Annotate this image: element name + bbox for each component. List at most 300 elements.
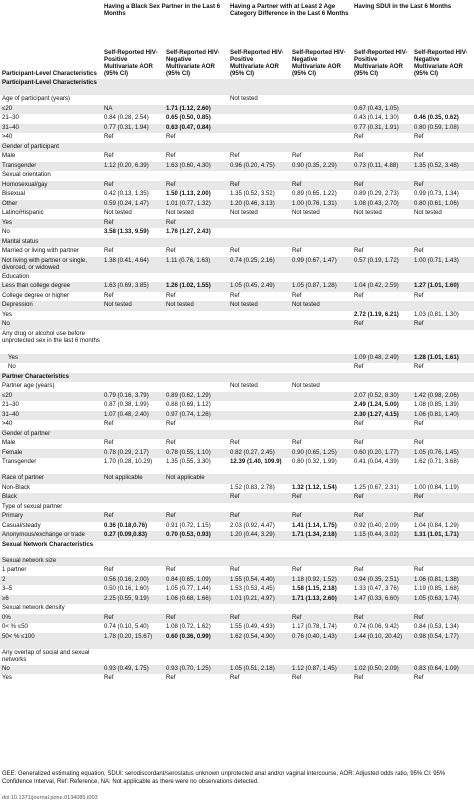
table-row [0, 320, 474, 330]
table-cell [290, 474, 352, 484]
row-label: Transgender [0, 162, 102, 172]
row-label: 50< % ≤100 [0, 633, 102, 649]
table-row [0, 190, 474, 200]
table-cell [412, 330, 474, 354]
table-cell: 0.46 (0.35, 0.62) [414, 114, 459, 121]
table-row [0, 79, 474, 95]
table-cell: 1.44 (0.10, 20.42) [352, 633, 412, 649]
table-cell: 1.12 (0.87, 1.45) [290, 665, 352, 675]
row-label: Race of partner [0, 474, 102, 484]
table-cell [290, 238, 352, 248]
table-cell: Ref [166, 247, 176, 254]
table-cell: 1.15 (0.44, 3.02) [352, 531, 412, 541]
table-cell [352, 604, 412, 614]
table-cell: Ref [164, 614, 228, 624]
row-label: Any overlap of social and sexual networks [2, 648, 90, 663]
row-label: Bisexual [2, 190, 26, 197]
table-row [0, 292, 474, 302]
table-cell: 1.05 (0.87, 1.28) [290, 282, 352, 292]
table-cell [228, 273, 290, 283]
table-cell: 0.84 (0.28, 2.54) [104, 114, 149, 121]
table-cell [102, 171, 164, 181]
table-cell [352, 503, 412, 513]
table-cell: 1.35 (0.55, 3.30) [166, 458, 211, 465]
table-cell [412, 228, 474, 238]
table-cell [412, 474, 474, 484]
table-cell: 1.35 (0.52, 3.52) [230, 190, 275, 197]
table-cell [164, 382, 228, 392]
table-cell: Not tested [230, 209, 258, 216]
table-cell [290, 124, 352, 134]
table-cell [352, 219, 412, 229]
table-cell [412, 171, 474, 181]
row-label: ≤20 [0, 105, 102, 115]
table-cell: 0.67 (0.43, 1.05) [352, 105, 412, 115]
table-cell: Ref [354, 152, 364, 159]
table-cell [412, 301, 474, 311]
table-cell: 1.08 (0.85, 1.39) [414, 401, 459, 408]
table-cell: 0.41 (0.04, 4.39) [354, 458, 399, 465]
table-cell: 1.70 (0.28, 10.29) [104, 458, 153, 465]
table-cell [228, 411, 290, 421]
first-column-header: Participant-Level Characteristics [2, 69, 97, 77]
table-cell [102, 95, 164, 105]
table-cell: 1.38 (0.41, 4.64) [102, 257, 164, 273]
row-label: 31–40 [0, 411, 102, 421]
table-cell [228, 503, 290, 513]
row-label: Not living with partner or single, divorced, or widowed [0, 257, 102, 273]
table-cell: 12.39 (1.40, 109.9) [230, 458, 282, 465]
table-cell: Ref [290, 493, 352, 503]
table-cell [290, 114, 352, 124]
table-cell [290, 503, 352, 513]
table-cell: Ref [354, 420, 364, 427]
table-cell: 1.52 (0.83, 2.78) [230, 483, 275, 491]
row-label: No [0, 665, 102, 675]
corner-cell [0, 0, 102, 33]
table-cell: Not tested [354, 209, 382, 216]
table-cell: Ref [414, 291, 424, 299]
table-cell [290, 133, 352, 143]
table-cell: 0.89 (0.29, 2.73) [354, 190, 399, 197]
table-cell: Ref [104, 133, 114, 140]
table-cell [164, 171, 228, 181]
table-cell: Ref [166, 152, 176, 159]
table-cell: Ref [290, 512, 352, 522]
table-cell: Ref [228, 181, 290, 191]
table-cell: Ref [166, 291, 176, 299]
sub-header-pos: Self-Reported HIV-Positive Multivariate AOR (95% CI) [104, 48, 158, 77]
table-cell [290, 330, 352, 354]
table-cell [412, 238, 474, 248]
table-cell: 0.42 (0.13, 1.35) [104, 190, 149, 197]
table-cell: Not tested [230, 95, 258, 102]
table-row [0, 124, 474, 134]
table-cell [228, 474, 290, 484]
row-label: Female [0, 449, 102, 459]
table-cell: 1.35 (0.52, 3.48) [412, 162, 474, 172]
table-cell [352, 238, 412, 248]
table-cell: Ref [166, 674, 176, 681]
table-cell: 0.60 (0.36, 0.99) [164, 633, 228, 649]
table-cell [412, 273, 474, 283]
table-cell [412, 143, 474, 153]
table-cell: Ref [414, 566, 424, 573]
row-label: Sexual orientation [2, 171, 51, 178]
table-cell: 2.07 (0.52, 8.30) [352, 392, 412, 402]
row-label: Any drug or alcohol use before unprotected sex in the last 6 months [2, 329, 100, 344]
table-cell: Ref [292, 674, 302, 681]
table-row [0, 354, 474, 364]
table-cell: 0.74 (0.25, 2.16) [228, 257, 290, 273]
table-row [0, 273, 474, 283]
table-cell [228, 330, 290, 354]
table-row [0, 411, 474, 421]
table-cell: 0.94 (0.35, 2.51) [352, 576, 412, 586]
table-cell [164, 330, 228, 354]
row-label: Male [2, 152, 16, 159]
table-cell: 1.19 (0.85, 1.68) [414, 585, 459, 592]
table-row [0, 604, 474, 614]
table-cell: 1.01 (0.21, 4.97) [228, 595, 290, 605]
table-cell: 1.63 (0.60, 4.30) [164, 162, 228, 172]
table-row [0, 392, 474, 402]
table-cell [102, 484, 164, 494]
table-cell [228, 392, 290, 402]
table-cell: Not tested [104, 209, 132, 216]
table-cell: 1.55 (0.49, 4.93) [230, 623, 275, 630]
row-label: Other [0, 200, 102, 210]
table-cell: Ref [352, 512, 412, 522]
table-cell: 0.70 (0.53, 0.93) [164, 531, 228, 541]
table-cell [352, 557, 412, 567]
sub-header-pos: Self-Reported HIV-Positive Multivariate AOR (95% CI) [354, 48, 408, 77]
table-cell: Ref [292, 291, 302, 299]
table-row [0, 247, 474, 257]
table-row [0, 282, 474, 292]
table-cell [412, 557, 474, 567]
table-cell: 1.62 (0.71, 3.68) [414, 458, 459, 465]
table-cell: Not tested [102, 301, 164, 311]
row-label: Sexual network size [0, 557, 102, 567]
table-cell [164, 311, 228, 321]
table-row [0, 674, 474, 684]
table-cell: 1.06 (0.68, 1.66) [164, 595, 228, 605]
table-footnote: GEE: Generalized estimating equation, SDUI: serodiscordant/serostatus unknown unprotected anal and/or vaginal intercourse, AOR: Adjusted odds ratio, 95% CI: 95% Confidence Interval, Ref: Reference, NA: Not applicable as there were no observations detected. [2, 771, 446, 785]
table-cell [352, 273, 412, 283]
table-cell: 1.06 (0.81, 1.40) [412, 411, 474, 421]
table-row [0, 512, 474, 522]
table-cell: 0.73 (0.11, 4.88) [352, 162, 412, 172]
table-cell: Not tested [292, 209, 320, 216]
table-cell [352, 649, 412, 665]
table-cell [352, 95, 412, 105]
table-cell: Ref [102, 181, 164, 191]
table-cell: 1.05 (0.77, 1.44) [166, 585, 211, 592]
table-row [0, 162, 474, 172]
table-cell [290, 649, 352, 665]
table-cell [228, 363, 290, 373]
table-cell: Ref [166, 133, 176, 140]
table-cell: 0.99 (0.67, 1.47) [290, 257, 352, 273]
table-cell [290, 273, 352, 283]
table-cell: 1.05 (0.51, 2.18) [228, 665, 290, 675]
section-label: Sexual Network Characteristics [2, 540, 94, 548]
table-cell: Ref [412, 614, 474, 624]
table-cell: 1.08 (0.72, 1.62) [166, 623, 211, 630]
table-cell [352, 373, 412, 383]
table-cell: 0.56 (0.16, 2.00) [102, 576, 164, 586]
table-cell: 1.41 (1.14, 1.75) [292, 521, 337, 529]
table-cell [290, 411, 352, 421]
table-cell: 1.25 (0.67, 2.31) [354, 483, 399, 491]
table-cell [412, 604, 474, 614]
table-cell: 0.84 (0.65, 1.09) [164, 576, 228, 586]
table-cell: 1.53 (0.53, 4.45) [230, 585, 275, 592]
table-cell [228, 557, 290, 567]
table-cell: Ref [292, 247, 302, 254]
table-cell: 0.74 (0.10, 5.40) [104, 623, 149, 630]
table-cell [228, 354, 290, 364]
table-row [0, 474, 474, 484]
table-cell: 1.76 (1.27, 2.43) [166, 228, 211, 235]
table-cell: Ref [164, 181, 228, 191]
table-cell: 1.07 (0.48, 2.40) [102, 411, 164, 421]
group-header-sdui: Having SDUI in the Last 6 Months [354, 3, 452, 10]
table-cell [290, 320, 352, 330]
table-cell: 0.80 (0.61, 1.06) [412, 200, 474, 210]
table-row [0, 105, 474, 115]
table-cell: Ref [164, 219, 228, 229]
doi-text: doi:10.1371/journal.pone.0134085.t003 [2, 795, 98, 801]
table-cell: Ref [292, 439, 302, 446]
row-label: Latino/Hispanic [2, 209, 44, 216]
row-label: 0< % ≤50 [2, 623, 28, 630]
table-row [0, 114, 474, 124]
table-row [0, 152, 474, 162]
group-header-black-partner: Having a Black Sex Partner in the Last 6 Months [104, 3, 221, 18]
table-cell [228, 430, 290, 440]
table-cell [102, 320, 164, 330]
table-cell: 1.42 (0.98, 2.06) [412, 392, 474, 402]
table-cell: Ref [104, 420, 114, 427]
table-cell: Ref [228, 614, 290, 624]
table-cell: Ref [412, 320, 474, 330]
table-cell [412, 430, 474, 440]
sub-header-neg: Self-Reported HIV-Negative Multivariate AOR (95% CI) [166, 48, 220, 77]
table-cell: Ref [414, 674, 424, 681]
table-cell: 0.79 (0.16, 3.79) [102, 392, 164, 402]
table-cell: 1.47 (0.33, 6.60) [352, 595, 412, 605]
table-cell [228, 171, 290, 181]
table-cell [102, 363, 164, 373]
row-label: Anonymous/exchange or trade [0, 531, 102, 541]
table-cell [352, 171, 412, 181]
row-label: Primary [0, 512, 102, 522]
table-row [0, 373, 474, 383]
table-cell: 1.71 (1.12, 2.60) [164, 105, 228, 115]
table-cell [352, 382, 412, 392]
table-cell: Ref [164, 512, 228, 522]
table-cell: Ref [354, 363, 364, 370]
table-row [0, 382, 474, 392]
table-cell: 0.84 (0.53, 1.34) [414, 623, 459, 630]
table-cell [290, 420, 352, 430]
table-cell: Ref [230, 566, 240, 573]
table-cell: Ref [230, 152, 240, 159]
row-label: No [8, 363, 16, 370]
table-row [0, 484, 474, 494]
table-cell: 1.04 (0.84, 1.29) [414, 521, 459, 529]
table-cell: 0.93 (0.70, 1.25) [164, 665, 228, 675]
table-cell: 2.25 (0.55, 9.19) [102, 595, 164, 605]
table-row [0, 614, 474, 624]
table-cell: Ref [104, 291, 114, 299]
table-cell: 1.12 (0.20, 6.39) [102, 162, 164, 172]
table-cell [412, 105, 474, 115]
table-cell: Ref [230, 291, 240, 299]
table-cell [412, 649, 474, 665]
row-label: Sexual network density [2, 604, 65, 611]
table-cell [164, 238, 228, 248]
table-cell: 1.06 (0.81, 1.38) [412, 576, 474, 586]
table-row [0, 95, 474, 105]
table-cell: 0.91 (0.72, 1.15) [166, 521, 211, 529]
table-cell: 1.17 (0.78, 1.74) [292, 623, 337, 630]
table-row [0, 228, 474, 238]
table-row [0, 200, 474, 210]
row-label: Yes [2, 310, 12, 318]
table-cell: 1.31 (1.01, 1.71) [412, 531, 474, 541]
table-cell [290, 228, 352, 238]
table-cell: Not applicable [164, 474, 228, 484]
table-cell [412, 382, 474, 392]
row-label: Gender of partner [0, 430, 102, 440]
table-row [0, 430, 474, 440]
table-cell: 1.33 (0.47, 3.76) [354, 585, 399, 592]
table-cell: Ref [352, 493, 412, 503]
table-row [0, 541, 474, 557]
table-cell [228, 373, 290, 383]
row-label: Married or living with partner [2, 247, 79, 254]
table-row [0, 311, 474, 321]
table-row [0, 566, 474, 576]
table-cell: 1.02 (0.50, 2.09) [352, 665, 412, 675]
table-cell: 1.58 (1.15, 2.18) [292, 585, 337, 592]
row-label: Black [0, 493, 102, 503]
table-cell [412, 95, 474, 105]
table-cell: Ref [414, 420, 424, 427]
table-cell [228, 219, 290, 229]
table-cell [164, 373, 228, 383]
table-cell: 2.49 (1.24, 5.00) [354, 401, 399, 408]
table-cell: 0.60 (0.20, 1.77) [352, 449, 412, 459]
table-cell: 2.30 (1.27, 4.15) [352, 411, 412, 421]
table-cell: 2.03 (0.92, 4.47) [230, 521, 275, 529]
table-cell [412, 219, 474, 229]
table-cell [164, 320, 228, 330]
table-cell: 0.90 (0.65, 1.25) [290, 449, 352, 459]
table-cell: 0.57 (0.19, 1.72) [352, 257, 412, 273]
table-cell: Not tested [166, 209, 194, 216]
table-cell: Ref [228, 512, 290, 522]
row-label: ≥6 [0, 595, 102, 605]
table-cell [228, 238, 290, 248]
table-cell: 0.59 (0.24, 1.47) [102, 200, 164, 210]
table-cell: Not tested [228, 301, 290, 311]
table-cell: 0.88 (0.69, 1.12) [166, 401, 211, 408]
table-row [0, 171, 474, 181]
table-cell [102, 649, 164, 665]
table-row [0, 449, 474, 459]
table-cell [290, 373, 352, 383]
table-cell: 1.50 (1.13, 2.00) [166, 190, 211, 197]
table-cell [164, 354, 228, 364]
table-cell: 1.08 (0.43, 2.70) [352, 200, 412, 210]
table-cell: Ref [414, 133, 424, 140]
table-cell [102, 311, 164, 321]
table-cell: 1.04 (0.42, 2.59) [352, 282, 412, 292]
table-row [0, 143, 474, 153]
table-row [0, 209, 474, 219]
table-row [0, 633, 474, 649]
table-cell [102, 143, 164, 153]
table-cell [412, 373, 474, 383]
row-label: Less than college degree [0, 282, 102, 292]
table-cell: 1.63 (0.69, 3.85) [102, 282, 164, 292]
table-cell: 0.82 (0.27, 2.45) [228, 449, 290, 459]
table-cell: 0.50 (0.16, 1.60) [104, 585, 149, 592]
table-cell [352, 143, 412, 153]
table-cell [228, 420, 290, 430]
table-row [0, 503, 474, 513]
row-label: ≤20 [0, 392, 102, 402]
table-cell: 0.93 (0.49, 1.75) [102, 665, 164, 675]
table-cell [102, 79, 474, 95]
table-cell [164, 143, 228, 153]
row-label: Type of sexual partner [2, 502, 63, 510]
table-cell: Ref [354, 291, 364, 299]
table-cell [164, 430, 228, 440]
table-cell: 1.32 (1.12, 1.54) [292, 483, 337, 491]
table-cell: 0.99 (0.73, 1.34) [414, 190, 459, 197]
table-cell: Ref [352, 320, 412, 330]
table-cell [164, 484, 228, 494]
table-row [0, 420, 474, 430]
table-cell: Ref [354, 247, 364, 254]
table-cell: 1.28 (1.01, 1.61) [412, 354, 474, 364]
table-cell: Ref [104, 566, 114, 573]
table-cell: 0.65 (0.50, 0.85) [166, 114, 211, 121]
table-cell [228, 228, 290, 238]
row-label: No [0, 320, 102, 330]
table-cell: 0.36 (0.18,0.76) [104, 521, 148, 529]
table-cell: 0.90 (0.35, 2.29) [290, 162, 352, 172]
sub-header-pos: Self-Reported HIV-Positive Multivariate AOR (95% CI) [230, 48, 284, 77]
table-cell: Ref [414, 439, 424, 446]
table-cell: Ref [102, 614, 164, 624]
table-cell: 0.74 (0.06, 9.42) [354, 623, 399, 630]
table-cell: 1.71 (1.13, 2.60) [290, 595, 352, 605]
table-cell: Ref [104, 247, 114, 254]
table-cell [290, 219, 352, 229]
table-cell: Ref [412, 512, 474, 522]
table-cell [290, 401, 352, 411]
table-cell [228, 320, 290, 330]
table-row [0, 623, 474, 633]
table-cell: 1.00 (0.71, 1.43) [412, 257, 474, 273]
table-row [0, 522, 474, 532]
